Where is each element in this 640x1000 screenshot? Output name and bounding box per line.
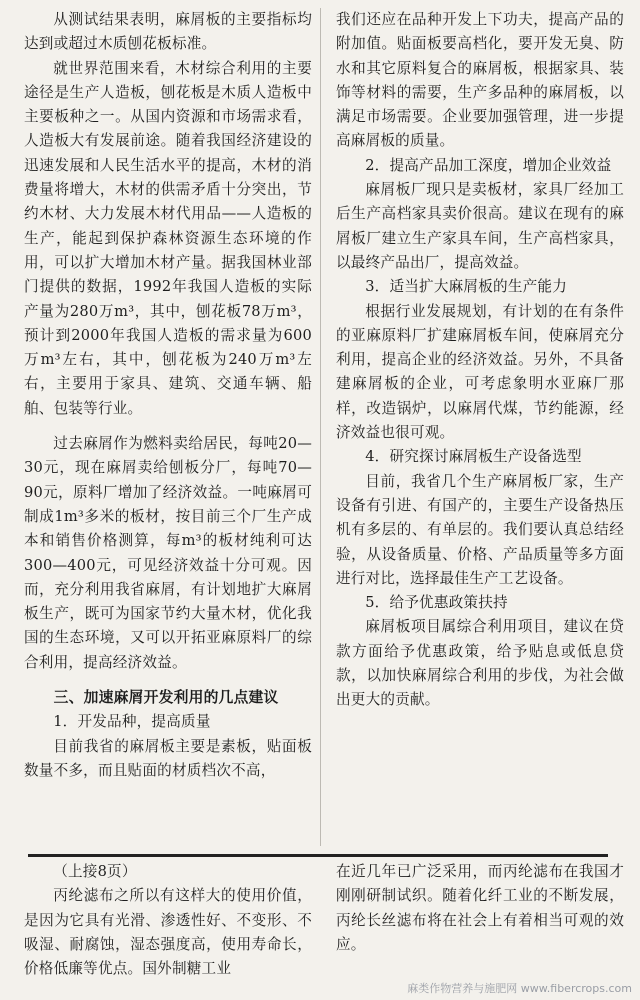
bottom-right-column <box>336 860 624 957</box>
section-divider-rule <box>28 854 608 857</box>
bottom-left-column <box>24 860 312 981</box>
column-divider <box>320 8 321 846</box>
paragraph-current-products: 目前我省的麻屑板主要是素板，贴面板数量不多，而且贴面的材质档次不高， <box>24 737 312 779</box>
item-heading-4: 4．研究探讨麻屑板生产设备选型 <box>365 448 582 466</box>
item-heading-1: 1．开发品种，提高质量 <box>53 713 211 731</box>
item-heading-3: 3．适当扩大麻屑板的生产能力 <box>365 278 567 296</box>
paragraph-economic-benefit: 过去麻屑作为燃料卖给居民，每吨20—30元，现在麻屑卖给刨板分厂，每吨70—90元，原料厂增加了经济效益。一吨麻屑可制成1m³多米的板材，按目前三个厂生产成本和销售价格测算，每m³的板材纯利可达300—400元，可见经济效益十分可观。因而，充分利用我省麻屑，有计划地扩大麻屑板生产，既可为国家节约大量木材，优化我国的生态环境，又可以开拓亚麻原料厂的综合利用，提高经济效益。 <box>24 435 312 671</box>
right-column <box>336 8 624 713</box>
paragraph-filter-cloth-value: 丙纶滤布之所以有这样大的使用价值，是因为它具有光滑、渗透性好、不变形、不吸湿、耐腐蚀，湿态强度高，使用寿命长，价格低廉等优点。国外制糖工业 <box>24 887 312 978</box>
paragraph-world-wood-use: 就世界范围来看，木材综合利用的主要途径是生产人造板，刨花板是木质人造板中主要板种之一。从国内资源和市场需求看，人造板大有发展前途。随着我国经济建设的迅速发展和人民生活水平的提高，木材的消费量将增大，木材的供需矛盾十分突出，节约木材、大力发展木材代用品——人造板的生产，能起到保护森林资源生态环境的作用，可以扩大增加木材产量。据我国林业部门提供的数据，1992年我国人造板的实际产量为280万m³，其中，刨花板78万m³，预计到2000年我国人造板的需求量为600万m³左右，其中，刨花板为240万m³左右，主要用于家具、建筑、交通车辆、船舶、包装等行业。 <box>24 59 312 417</box>
paragraph-test-results: 从测试结果表明，麻屑板的主要指标均达到或超过木质刨花板标准。 <box>24 11 312 53</box>
item-heading-5: 5．给予优惠政策扶持 <box>365 594 508 612</box>
site-watermark: 麻类作物营养与施肥网 www.fibercrops.com <box>407 982 632 995</box>
paragraph-processing-depth: 麻屑板厂现只是卖板材，家具厂经加工后生产高档家具卖价很高。建议在现有的麻屑板厂建立生产家具车间，生产高档家具，以最终产品出厂，提高效益。 <box>336 181 624 271</box>
paragraph-product-development: 我们还应在品种开发上下功夫，提高产品的附加值。贴面板要高档化，要开发无臭、防水和其它原料复合的麻屑板，根据家具、装饰等材料的需要，生产多品种的麻屑板，以满足市场需要。企业要加强管理，进一步提高麻屑板的质量。 <box>336 11 624 150</box>
continued-from-note: （上接8页） <box>53 863 137 880</box>
paragraph-equipment-selection: 目前，我省几个生产麻屑板厂家，生产设备有引进、有国产的，主要生产设备热压机有多层的、有单层的。我们要认真总结经验，从设备质量、价格、产品质量等多方面进行对比，选择最佳生产工艺设备。 <box>336 472 624 587</box>
left-column <box>24 8 312 783</box>
paragraph-filter-cloth-outlook: 在近几年已广泛采用，而丙纶滤布在我国才刚刚研制试织。随着化纤工业的不断发展，丙纶长丝滤布将在社会上有着相当可观的效应。 <box>336 863 624 953</box>
paragraph-preferential-policy: 麻屑板项目属综合利用项目，建议在贷款方面给予优惠政策，给予贴息或低息贷款，以加快麻屑综合利用的步伐，为社会做出更大的贡献。 <box>336 618 624 709</box>
paragraph-production-capacity: 根据行业发展规划，有计划的在有条件的亚麻原料厂扩建麻屑板车间，使麻屑充分利用，提高企业的经济效益。另外，不具备建麻屑板的企业，可考虑象明水亚麻厂那样，改造锅炉，以麻屑代煤，节约能源，经济效益也很可观。 <box>336 302 624 442</box>
item-heading-2: 2．提高产品加工深度，增加企业效益 <box>365 156 612 174</box>
section-heading-suggestions: 三、加速麻屑开发利用的几点建议 <box>53 689 279 707</box>
